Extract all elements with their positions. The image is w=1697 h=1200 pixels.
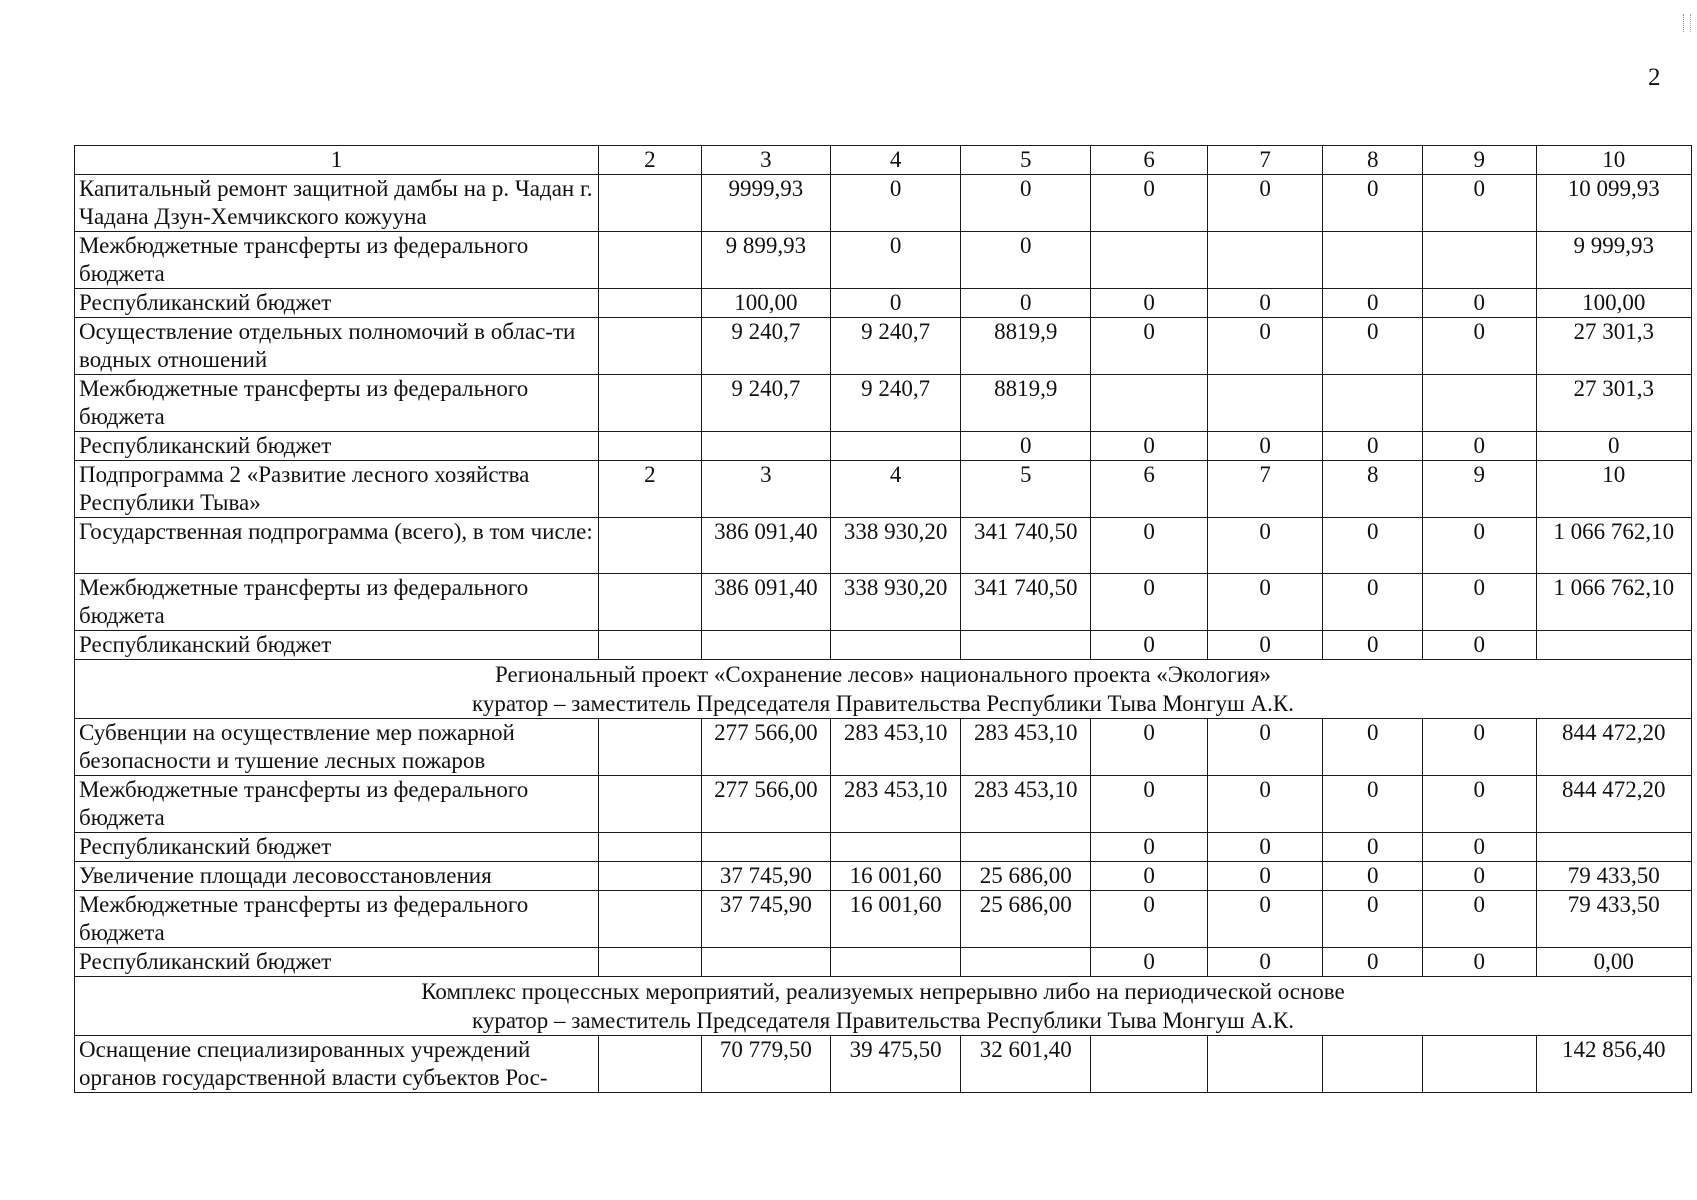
value-cell: 0 (1323, 432, 1423, 461)
section-heading (75, 660, 1692, 719)
value-cell: 100,00 (1536, 289, 1692, 318)
value-cell: 0 (1323, 948, 1423, 977)
column-header: 2 (598, 146, 701, 175)
value-cell: 79 433,50 (1536, 862, 1692, 891)
value-cell: 6 (1091, 461, 1208, 518)
value-cell (1207, 1036, 1322, 1093)
value-cell: 0 (1207, 891, 1322, 948)
value-cell: 39 475,50 (830, 1036, 960, 1093)
column-header: 1 (75, 146, 599, 175)
value-cell: 32 601,40 (961, 1036, 1091, 1093)
value-cell: 0 (961, 232, 1091, 289)
value-cell: 10 (1536, 461, 1692, 518)
table-row (75, 833, 1692, 862)
value-cell: 9 (1423, 461, 1536, 518)
value-cell (961, 833, 1091, 862)
value-cell: 0 (1423, 862, 1536, 891)
value-cell: 1 066 762,10 (1536, 574, 1692, 631)
value-cell: 0 (1091, 518, 1208, 574)
value-cell (598, 631, 701, 660)
table-row (75, 175, 1692, 232)
row-label-cell: Межбюджетные трансферты из федерального бюджета (75, 232, 599, 289)
value-cell (598, 289, 701, 318)
column-header: 3 (701, 146, 830, 175)
value-cell: 0 (961, 432, 1091, 461)
value-cell: 277 566,00 (701, 719, 830, 776)
value-cell: 0 (1091, 289, 1208, 318)
value-cell: 9 240,7 (830, 375, 960, 432)
value-cell (1091, 1036, 1208, 1093)
value-cell: 0 (1091, 318, 1208, 375)
value-cell: 0 (1423, 776, 1536, 833)
row-label-cell: Межбюджетные трансферты из федерального бюджета (75, 891, 599, 948)
value-cell (598, 948, 701, 977)
scan-artifact-mark (1683, 14, 1691, 32)
value-cell (830, 948, 960, 977)
value-cell: 0 (1323, 518, 1423, 574)
value-cell: 0 (1091, 574, 1208, 631)
value-cell: 0 (1423, 719, 1536, 776)
value-cell: 0 (1323, 833, 1423, 862)
value-cell: 0 (1323, 891, 1423, 948)
value-cell: 70 779,50 (701, 1036, 830, 1093)
value-cell (1091, 375, 1208, 432)
value-cell (1423, 1036, 1536, 1093)
value-cell: 0 (961, 175, 1091, 232)
value-cell (830, 631, 960, 660)
value-cell: 0 (1091, 432, 1208, 461)
value-cell: 283 453,10 (961, 776, 1091, 833)
value-cell: 338 930,20 (830, 574, 960, 631)
section-title: Региональный проект «Сохранение лесов» национального проекта «Экология» (495, 662, 1271, 687)
value-cell: 16 001,60 (830, 862, 960, 891)
value-cell (598, 891, 701, 948)
value-cell: 37 745,90 (701, 862, 830, 891)
row-label-cell: Капитальный ремонт защитной дамбы на р. Чадан г. Чадана Дзун-Хемчикского кожууна (75, 175, 599, 232)
value-cell: 0 (1091, 776, 1208, 833)
value-cell: 0 (1091, 631, 1208, 660)
row-label-cell: Республиканский бюджет (75, 948, 599, 977)
row-label-cell: Межбюджетные трансферты из федерального бюджета (75, 776, 599, 833)
value-cell: 9 999,93 (1536, 232, 1692, 289)
value-cell: 25 686,00 (961, 891, 1091, 948)
column-header: 7 (1207, 146, 1322, 175)
value-cell: 0 (1207, 862, 1322, 891)
value-cell: 0 (1536, 432, 1692, 461)
row-label-cell: Оснащение специализированных учреждений органов государственной власти субъектов Рос- (75, 1036, 599, 1093)
value-cell (598, 518, 701, 574)
section-heading-row (75, 660, 1692, 719)
value-cell: 0 (830, 289, 960, 318)
value-cell: 0 (1207, 776, 1322, 833)
table-row (75, 862, 1692, 891)
value-cell (598, 776, 701, 833)
value-cell: 27 301,3 (1536, 318, 1692, 375)
value-cell: 0 (1207, 948, 1322, 977)
section-title: Комплекс процессных мероприятий, реализуемых непрерывно либо на периодической основе (421, 979, 1345, 1004)
value-cell: 9 240,7 (701, 318, 830, 375)
value-cell: 283 453,10 (961, 719, 1091, 776)
value-cell: 844 472,20 (1536, 776, 1692, 833)
row-label-cell: Подпрограмма 2 «Развитие лесного хозяйства Республики Тыва» (75, 461, 599, 518)
value-cell (1423, 375, 1536, 432)
value-cell: 0 (830, 232, 960, 289)
value-cell (701, 833, 830, 862)
value-cell: 0 (1091, 833, 1208, 862)
value-cell (1323, 375, 1423, 432)
page-number: 2 (1648, 64, 1661, 91)
section-heading (75, 977, 1692, 1036)
value-cell: 0 (1323, 631, 1423, 660)
table-row (75, 289, 1692, 318)
column-header: 9 (1423, 146, 1536, 175)
table-header-row (75, 146, 1692, 175)
value-cell: 79 433,50 (1536, 891, 1692, 948)
row-label-cell: Республиканский бюджет (75, 289, 599, 318)
table-row (75, 574, 1692, 631)
value-cell: 0 (1423, 175, 1536, 232)
value-cell (830, 833, 960, 862)
row-label-cell: Республиканский бюджет (75, 631, 599, 660)
table-row (75, 318, 1692, 375)
value-cell: 0 (1091, 891, 1208, 948)
value-cell: 844 472,20 (1536, 719, 1692, 776)
value-cell: 0 (830, 175, 960, 232)
row-label-cell: Межбюджетные трансферты из федерального бюджета (75, 574, 599, 631)
value-cell: 0 (961, 289, 1091, 318)
value-cell (1091, 232, 1208, 289)
value-cell: 0 (1423, 833, 1536, 862)
column-header: 10 (1536, 146, 1692, 175)
table-row (75, 375, 1692, 432)
value-cell (830, 432, 960, 461)
value-cell: 142 856,40 (1536, 1036, 1692, 1093)
value-cell (598, 719, 701, 776)
value-cell: 341 740,50 (961, 518, 1091, 574)
value-cell (1536, 833, 1692, 862)
value-cell: 386 091,40 (701, 518, 830, 574)
value-cell (961, 631, 1091, 660)
value-cell: 0 (1207, 631, 1322, 660)
value-cell: 7 (1207, 461, 1322, 518)
value-cell: 0 (1091, 948, 1208, 977)
section-curator: куратор – заместитель Председателя Правительства Республики Тыва Монгуш А.К. (472, 1008, 1294, 1033)
row-label-cell: Республиканский бюджет (75, 432, 599, 461)
value-cell: 9 899,93 (701, 232, 830, 289)
table-row (75, 719, 1692, 776)
value-cell: 9 240,7 (701, 375, 830, 432)
row-label-cell: Государственная подпрограмма (всего), в том числе: (75, 518, 599, 574)
value-cell: 0 (1423, 289, 1536, 318)
value-cell (598, 574, 701, 631)
value-cell: 0 (1207, 574, 1322, 631)
value-cell (598, 862, 701, 891)
value-cell: 0 (1207, 833, 1322, 862)
row-label-cell: Осуществление отдельных полномочий в облас-ти водных отношений (75, 318, 599, 375)
value-cell: 37 745,90 (701, 891, 830, 948)
value-cell: 0 (1323, 862, 1423, 891)
value-cell (598, 1036, 701, 1093)
value-cell (598, 318, 701, 375)
value-cell: 0 (1423, 518, 1536, 574)
value-cell: 2 (598, 461, 701, 518)
table-row (75, 461, 1692, 518)
table-body (75, 175, 1692, 1093)
value-cell: 0 (1423, 631, 1536, 660)
column-header: 4 (830, 146, 960, 175)
value-cell (1207, 232, 1322, 289)
value-cell (701, 432, 830, 461)
value-cell: 0 (1423, 948, 1536, 977)
value-cell: 0 (1423, 432, 1536, 461)
table-row (75, 776, 1692, 833)
value-cell: 0 (1207, 432, 1322, 461)
value-cell: 0 (1423, 318, 1536, 375)
value-cell: 341 740,50 (961, 574, 1091, 631)
table-row (75, 232, 1692, 289)
section-curator: куратор – заместитель Председателя Правительства Республики Тыва Монгуш А.К. (472, 691, 1294, 716)
value-cell (1323, 1036, 1423, 1093)
value-cell: 8819,9 (961, 375, 1091, 432)
value-cell: 3 (701, 461, 830, 518)
value-cell (1536, 631, 1692, 660)
value-cell: 277 566,00 (701, 776, 830, 833)
value-cell: 8819,9 (961, 318, 1091, 375)
value-cell: 0 (1323, 175, 1423, 232)
table-row (75, 891, 1692, 948)
value-cell: 0 (1323, 574, 1423, 631)
value-cell: 0 (1323, 318, 1423, 375)
value-cell: 283 453,10 (830, 719, 960, 776)
value-cell: 0 (1091, 175, 1208, 232)
value-cell: 338 930,20 (830, 518, 960, 574)
value-cell: 0 (1207, 719, 1322, 776)
value-cell (701, 631, 830, 660)
value-cell (961, 948, 1091, 977)
value-cell: 100,00 (701, 289, 830, 318)
column-header: 6 (1091, 146, 1208, 175)
value-cell: 0 (1091, 862, 1208, 891)
value-cell: 283 453,10 (830, 776, 960, 833)
table-row (75, 1036, 1692, 1093)
table-row (75, 432, 1692, 461)
row-label-cell: Республиканский бюджет (75, 833, 599, 862)
section-heading-row (75, 977, 1692, 1036)
value-cell: 0 (1323, 719, 1423, 776)
value-cell (1323, 232, 1423, 289)
value-cell: 9999,93 (701, 175, 830, 232)
table-row (75, 518, 1692, 574)
value-cell (1207, 375, 1322, 432)
value-cell: 0,00 (1536, 948, 1692, 977)
value-cell (598, 375, 701, 432)
row-label-cell: Субвенции на осуществление мер пожарной безопасности и тушение лесных пожаров (75, 719, 599, 776)
value-cell (598, 232, 701, 289)
value-cell: 0 (1207, 175, 1322, 232)
value-cell: 5 (961, 461, 1091, 518)
value-cell (598, 432, 701, 461)
value-cell (598, 833, 701, 862)
value-cell: 10 099,93 (1536, 175, 1692, 232)
value-cell: 16 001,60 (830, 891, 960, 948)
value-cell (1423, 232, 1536, 289)
value-cell: 0 (1323, 289, 1423, 318)
budget-table (74, 145, 1692, 1093)
column-header: 5 (961, 146, 1091, 175)
value-cell: 386 091,40 (701, 574, 830, 631)
row-label-cell: Увеличение площади лесовосстановления (75, 862, 599, 891)
value-cell: 0 (1207, 289, 1322, 318)
table-row (75, 948, 1692, 977)
value-cell (598, 175, 701, 232)
table-row (75, 631, 1692, 660)
value-cell: 0 (1323, 776, 1423, 833)
value-cell: 1 066 762,10 (1536, 518, 1692, 574)
value-cell: 0 (1423, 891, 1536, 948)
value-cell: 8 (1323, 461, 1423, 518)
value-cell: 25 686,00 (961, 862, 1091, 891)
value-cell: 0 (1091, 719, 1208, 776)
value-cell: 27 301,3 (1536, 375, 1692, 432)
value-cell: 9 240,7 (830, 318, 960, 375)
value-cell: 0 (1423, 574, 1536, 631)
value-cell: 0 (1207, 318, 1322, 375)
value-cell: 0 (1207, 518, 1322, 574)
column-header: 8 (1323, 146, 1423, 175)
value-cell: 4 (830, 461, 960, 518)
value-cell (701, 948, 830, 977)
row-label-cell: Межбюджетные трансферты из федерального бюджета (75, 375, 599, 432)
